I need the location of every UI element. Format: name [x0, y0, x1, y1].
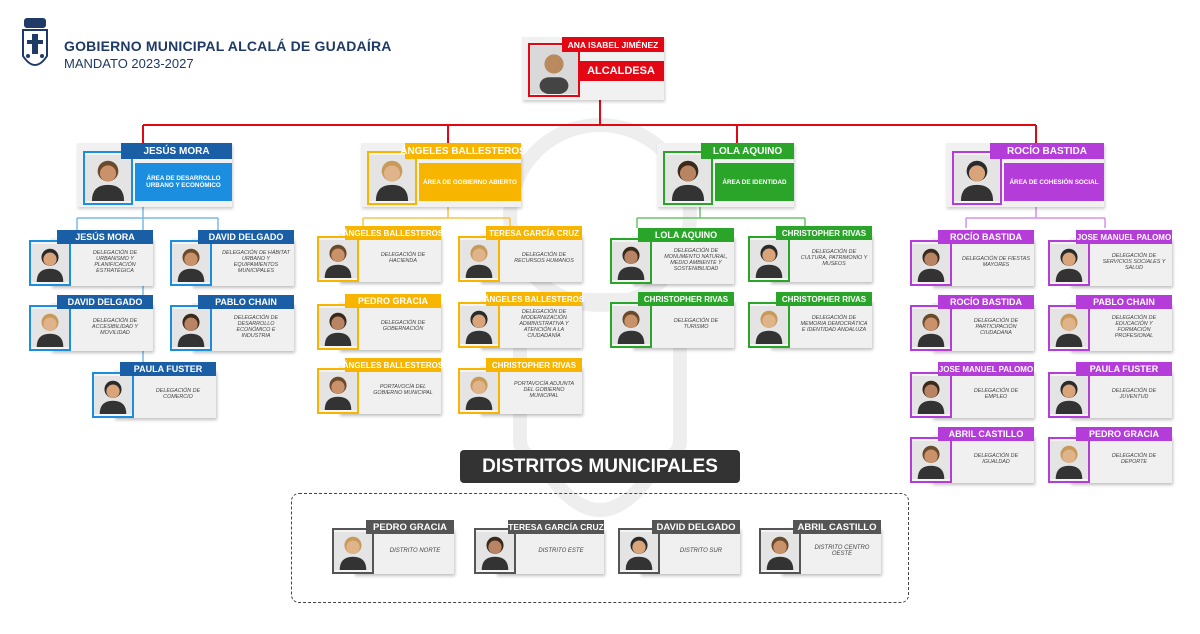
delegation-photo	[317, 236, 359, 282]
portrait-icon	[612, 304, 650, 346]
district-card	[757, 520, 881, 576]
green-area-connectors	[637, 207, 805, 228]
delegation-name: ÁNGELES BALLESTEROS	[345, 358, 441, 372]
portrait-icon	[912, 307, 950, 349]
portrait-icon	[750, 238, 788, 280]
district-desc: DISTRITO ESTE	[496, 528, 604, 574]
delegation-desc: DELEGACIÓN DE CULTURA, PATRIMONIO Y MUSEOS	[770, 234, 872, 282]
portrait-icon	[620, 530, 658, 572]
delegation-card	[906, 230, 1034, 288]
delegation-desc: DELEGACIÓN DE URBANISMO Y PLANIFICACIÓN ESTRATÉGICA	[51, 238, 153, 286]
portrait-icon	[460, 238, 498, 280]
delegation-card	[313, 294, 441, 352]
delegation-name: ABRIL CASTILLO	[938, 427, 1034, 441]
portrait-icon	[1050, 439, 1088, 481]
delegation-name: PAULA FUSTER	[1076, 362, 1172, 376]
portrait-icon	[1050, 242, 1088, 284]
district-card	[616, 520, 740, 576]
city-crest-logo	[20, 16, 50, 74]
delegation-card	[166, 230, 294, 288]
portrait-icon	[319, 306, 357, 348]
delegation-name: CHRISTOPHER RIVAS	[638, 292, 734, 306]
district-name: DAVID DELGADO	[652, 520, 740, 534]
districts-title: DISTRITOS MUNICIPALES	[460, 450, 740, 483]
district-card	[472, 520, 604, 576]
area-card	[946, 143, 1104, 207]
delegation-card	[606, 292, 734, 350]
mayor-card	[522, 37, 664, 100]
area-title: ÁREA DE COHESIÓN SOCIAL	[1004, 163, 1104, 201]
delegation-photo	[748, 302, 790, 348]
delegation-photo	[1048, 372, 1090, 418]
portrait-icon	[460, 370, 498, 412]
portrait-icon	[319, 238, 357, 280]
portrait-icon	[172, 307, 210, 349]
portrait-icon	[460, 304, 498, 346]
delegation-photo	[458, 236, 500, 282]
delegation-desc: DELEGACIÓN DE RECURSOS HUMANOS	[480, 234, 582, 282]
delegation-name: CHRISTOPHER RIVAS	[776, 292, 872, 306]
portrait-icon	[31, 307, 69, 349]
district-name: ABRIL CASTILLO	[793, 520, 881, 534]
delegation-card	[744, 292, 872, 350]
portrait-icon	[750, 304, 788, 346]
mayor-name: ANA ISABEL JIMÉNEZ	[562, 37, 664, 52]
delegation-name: PEDRO GRACIA	[1076, 427, 1172, 441]
delegation-photo	[910, 372, 952, 418]
portrait-icon	[172, 242, 210, 284]
delegation-desc: DELEGACIÓN DE FIESTAS MAYORES	[932, 238, 1034, 286]
delegation-photo	[92, 372, 134, 418]
delegation-name: ROCÍO BASTIDA	[938, 230, 1034, 244]
delegation-desc: PORTAVOCÍA DEL GOBIERNO MUNICIPAL	[339, 366, 441, 414]
delegation-photo	[1048, 240, 1090, 286]
mayor-title: ALCALDESA	[578, 61, 664, 81]
area-name: JESÚS MORA	[121, 143, 232, 159]
delegation-name: PABLO CHAIN	[1076, 295, 1172, 309]
delegation-card	[454, 358, 582, 416]
area-title: ÁREA DE IDENTIDAD	[715, 163, 794, 201]
delegation-card	[1044, 362, 1172, 420]
delegation-photo	[170, 240, 212, 286]
delegation-desc: DELEGACIÓN DE SERVICIOS SOCIALES Y SALUD	[1070, 238, 1172, 286]
area-card	[77, 143, 232, 207]
portrait-icon	[31, 242, 69, 284]
delegation-desc: DELEGACIÓN DE HÁBITAT URBANO Y EQUIPAMIENTOS MUNICIPALES	[192, 238, 294, 286]
portrait-icon	[665, 153, 711, 203]
delegation-name: ÁNGELES BALLESTEROS	[345, 226, 441, 240]
area-name: ÁNGELES BALLESTEROS	[405, 143, 521, 159]
delegation-photo	[1048, 305, 1090, 351]
delegation-photo	[910, 437, 952, 483]
delegation-name: PAULA FUSTER	[120, 362, 216, 376]
delegation-photo	[170, 305, 212, 351]
portrait-icon	[94, 374, 132, 416]
delegation-desc: DELEGACIÓN DE EDUCACIÓN Y FORMACIÓN PROFESIONAL	[1070, 303, 1172, 351]
delegation-photo	[748, 236, 790, 282]
delegation-card	[454, 292, 585, 350]
portrait-icon	[612, 240, 650, 282]
delegation-photo	[910, 240, 952, 286]
portrait-icon	[369, 153, 415, 203]
area-title: ÁREA DE DESARROLLO URBANO Y ECONÓMICO	[135, 163, 232, 201]
delegation-photo	[610, 302, 652, 348]
district-name: TERESA GARCÍA CRUZ	[508, 522, 604, 532]
delegation-card	[906, 295, 1034, 353]
delegation-card	[906, 427, 1034, 485]
delegation-name: ÁNGELES BALLESTEROS	[486, 292, 582, 306]
delegation-desc: DELEGACIÓN DE MONUMENTO NATURAL, MEDIO AMBIENTE Y SOSTENIBILIDAD	[632, 236, 734, 284]
delegation-card	[606, 228, 734, 286]
delegation-card	[454, 226, 582, 284]
delegation-card	[88, 362, 216, 420]
delegation-photo	[610, 238, 652, 284]
district-desc: DISTRITO CENTRO OESTE	[781, 528, 881, 574]
delegation-name: TERESA GARCÍA CRUZ	[486, 226, 582, 240]
portrait-icon	[476, 530, 514, 572]
yellow-area-connectors	[363, 207, 510, 226]
area-card	[361, 143, 526, 207]
district-card	[330, 520, 454, 576]
delegation-photo	[29, 305, 71, 351]
area-photo	[952, 151, 1002, 205]
delegation-card	[1044, 230, 1172, 288]
delegation-card	[313, 226, 444, 284]
delegation-desc: DELEGACIÓN DE HACIENDA	[339, 234, 441, 282]
area-photo	[663, 151, 713, 205]
delegation-desc: DELEGACIÓN DE MEMORIA DEMOCRÁTICA E IDENTIDAD ANDALUZA	[770, 300, 872, 348]
area-photo	[83, 151, 133, 205]
delegation-card	[1044, 295, 1172, 353]
delegation-name: DAVID DELGADO	[198, 230, 294, 244]
delegation-card	[166, 295, 294, 353]
delegation-name: JESÚS MORA	[57, 230, 153, 244]
portrait-icon	[912, 439, 950, 481]
purple-area-connectors	[966, 207, 1105, 228]
district-desc: DISTRITO NORTE	[354, 528, 454, 574]
delegation-desc: DELEGACIÓN DE GOBERNACIÓN	[339, 302, 441, 350]
page-subtitle: MANDATO 2023-2027	[64, 56, 194, 71]
delegation-desc: PORTAVOCÍA ADJUNTA DEL GOBIERNO MUNICIPAL	[480, 366, 582, 414]
delegation-photo	[29, 240, 71, 286]
area-name: LOLA AQUINO	[701, 143, 794, 159]
delegation-photo	[458, 368, 500, 414]
district-photo	[474, 528, 516, 574]
area-name: ROCÍO BASTIDA	[990, 143, 1104, 159]
delegation-card	[25, 295, 153, 353]
area-photo	[367, 151, 417, 205]
delegation-desc: DELEGACIÓN DE DEPORTE	[1070, 435, 1172, 483]
district-photo	[759, 528, 801, 574]
delegation-desc: DELEGACIÓN DE DESARROLLO ECONÓMICO E INDUSTRIA	[192, 303, 294, 351]
delegation-card	[25, 230, 153, 288]
area-card	[657, 143, 794, 207]
district-name: PEDRO GRACIA	[366, 520, 454, 534]
portrait-icon	[85, 153, 131, 203]
delegation-card	[313, 358, 444, 416]
delegation-desc: DELEGACIÓN DE TURISMO	[632, 300, 734, 348]
delegation-desc: DELEGACIÓN DE ACCESIBILIDAD Y MOVILIDAD	[51, 303, 153, 351]
page-title: GOBIERNO MUNICIPAL ALCALÁ DE GUADAÍRA	[64, 38, 392, 54]
portrait-icon	[1050, 307, 1088, 349]
delegation-name: JOSE MANUEL PALOMO	[1076, 230, 1172, 244]
delegation-photo	[458, 302, 500, 348]
portrait-icon	[954, 153, 1000, 203]
delegation-name: PABLO CHAIN	[198, 295, 294, 309]
delegation-name: JOSE MANUEL PALOMO	[938, 362, 1034, 376]
district-photo	[618, 528, 660, 574]
district-desc: DISTRITO SUR	[640, 528, 740, 574]
delegation-desc: DELEGACIÓN DE JUVENTUD	[1070, 370, 1172, 418]
delegation-card	[1044, 427, 1172, 485]
portrait-icon	[1050, 374, 1088, 416]
delegation-photo	[1048, 437, 1090, 483]
portrait-icon	[334, 530, 372, 572]
delegation-name: CHRISTOPHER RIVAS	[776, 226, 872, 240]
portrait-icon	[319, 370, 357, 412]
delegation-photo	[317, 368, 359, 414]
portrait-icon	[912, 242, 950, 284]
delegation-name: CHRISTOPHER RIVAS	[486, 358, 582, 372]
area-title: ÁREA DE GOBIERNO ABIERTO	[419, 163, 521, 201]
delegation-card	[906, 362, 1034, 420]
delegation-desc: DELEGACIÓN DE IGUALDAD	[932, 435, 1034, 483]
portrait-icon	[912, 374, 950, 416]
delegation-desc: DELEGACIÓN DE PARTICIPACIÓN CIUDADANA	[932, 303, 1034, 351]
delegation-name: PEDRO GRACIA	[345, 294, 441, 308]
delegation-desc: DELEGACIÓN DE MODERNIZACIÓN ADMINISTRATIVA Y ATENCIÓN A LA CIUDADANÍA	[480, 300, 582, 348]
delegation-desc: DELEGACIÓN DE EMPLEO	[932, 370, 1034, 418]
district-photo	[332, 528, 374, 574]
delegation-card	[744, 226, 872, 284]
portrait-icon	[761, 530, 799, 572]
delegation-desc: DELEGACIÓN DE COMERCIO	[114, 370, 216, 418]
delegation-name: LOLA AQUINO	[638, 228, 734, 242]
delegation-photo	[317, 304, 359, 350]
delegation-photo	[910, 305, 952, 351]
delegation-name: ROCÍO BASTIDA	[938, 295, 1034, 309]
delegation-name: DAVID DELGADO	[57, 295, 153, 309]
